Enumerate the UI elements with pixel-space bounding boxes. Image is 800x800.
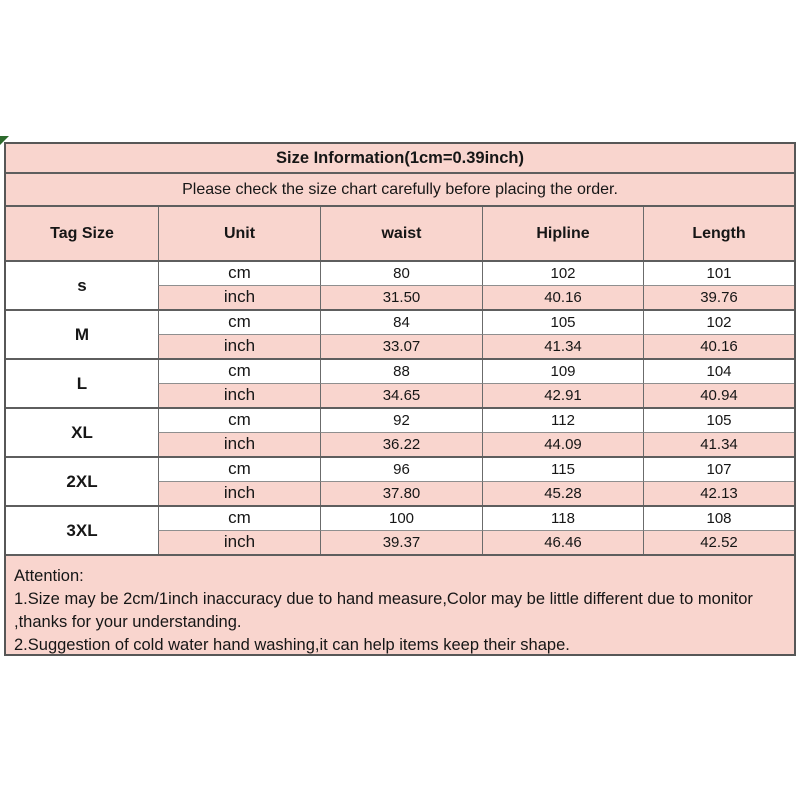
size-label: 2XL bbox=[6, 458, 158, 505]
waist-inch-value: 37.80 bbox=[320, 482, 482, 506]
waist-inch-value: 31.50 bbox=[320, 286, 482, 310]
waist-cm-value: 100 bbox=[320, 507, 482, 531]
column-header-unit: Unit bbox=[158, 207, 320, 260]
waist-cm-value: 84 bbox=[320, 311, 482, 335]
unit-cm-cell: cm bbox=[158, 409, 320, 433]
attention-heading: Attention: bbox=[14, 567, 84, 585]
length-cm-value: 101 bbox=[643, 262, 794, 286]
attention-line-3: 2.Suggestion of cold water hand washing,it can help items keep their shape. bbox=[14, 636, 570, 654]
size-label: L bbox=[6, 360, 158, 407]
size-row-group-3xl bbox=[6, 505, 794, 554]
length-inch-value: 40.16 bbox=[643, 335, 794, 359]
waist-cm-value: 80 bbox=[320, 262, 482, 286]
hipline-cm-value: 115 bbox=[482, 458, 643, 482]
length-inch-value: 41.34 bbox=[643, 433, 794, 457]
hipline-inch-value: 40.16 bbox=[482, 286, 643, 310]
unit-cm-cell: cm bbox=[158, 458, 320, 482]
unit-inch-cell: inch bbox=[158, 531, 320, 555]
table-title: Size Information(1cm=0.39inch) bbox=[6, 144, 794, 174]
size-chart-table bbox=[4, 142, 796, 656]
size-row-group-l bbox=[6, 358, 794, 407]
unit-cm-cell: cm bbox=[158, 360, 320, 384]
length-inch-value: 42.52 bbox=[643, 531, 794, 555]
size-label: 3XL bbox=[6, 507, 158, 554]
size-label: s bbox=[6, 262, 158, 309]
hipline-inch-value: 45.28 bbox=[482, 482, 643, 506]
waist-cm-value: 88 bbox=[320, 360, 482, 384]
hipline-inch-value: 42.91 bbox=[482, 384, 643, 408]
waist-cm-value: 96 bbox=[320, 458, 482, 482]
unit-cm-cell: cm bbox=[158, 262, 320, 286]
column-header-waist: waist bbox=[320, 207, 482, 260]
waist-inch-value: 33.07 bbox=[320, 335, 482, 359]
hipline-cm-value: 109 bbox=[482, 360, 643, 384]
unit-inch-cell: inch bbox=[158, 286, 320, 310]
waist-inch-value: 36.22 bbox=[320, 433, 482, 457]
attention-line-1: 1.Size may be 2cm/1inch inaccuracy due to hand measure,Color may be little different due to monitor bbox=[14, 590, 753, 608]
hipline-inch-value: 44.09 bbox=[482, 433, 643, 457]
hipline-inch-value: 46.46 bbox=[482, 531, 643, 555]
size-label: XL bbox=[6, 409, 158, 456]
hipline-cm-value: 112 bbox=[482, 409, 643, 433]
length-cm-value: 107 bbox=[643, 458, 794, 482]
unit-cm-cell: cm bbox=[158, 311, 320, 335]
table-note: Please check the size chart carefully before placing the order. bbox=[6, 174, 794, 207]
column-header-length: Length bbox=[643, 207, 794, 260]
unit-inch-cell: inch bbox=[158, 482, 320, 506]
hipline-inch-value: 41.34 bbox=[482, 335, 643, 359]
table-body bbox=[6, 262, 794, 554]
waist-cm-value: 92 bbox=[320, 409, 482, 433]
length-inch-value: 40.94 bbox=[643, 384, 794, 408]
length-cm-value: 108 bbox=[643, 507, 794, 531]
hipline-cm-value: 105 bbox=[482, 311, 643, 335]
size-label: M bbox=[6, 311, 158, 358]
length-inch-value: 39.76 bbox=[643, 286, 794, 310]
hipline-cm-value: 102 bbox=[482, 262, 643, 286]
size-row-group-s bbox=[6, 262, 794, 309]
unit-inch-cell: inch bbox=[158, 384, 320, 408]
unit-cm-cell: cm bbox=[158, 507, 320, 531]
length-cm-value: 105 bbox=[643, 409, 794, 433]
waist-inch-value: 39.37 bbox=[320, 531, 482, 555]
attention-section bbox=[6, 554, 794, 654]
size-row-group-2xl bbox=[6, 456, 794, 505]
unit-inch-cell: inch bbox=[158, 335, 320, 359]
length-inch-value: 42.13 bbox=[643, 482, 794, 506]
attention-line-2: ,thanks for your understanding. bbox=[14, 613, 242, 631]
size-row-group-m bbox=[6, 309, 794, 358]
waist-inch-value: 34.65 bbox=[320, 384, 482, 408]
column-header-hipline: Hipline bbox=[482, 207, 643, 260]
size-row-group-xl bbox=[6, 407, 794, 456]
column-header-row bbox=[6, 207, 794, 262]
length-cm-value: 104 bbox=[643, 360, 794, 384]
length-cm-value: 102 bbox=[643, 311, 794, 335]
hipline-cm-value: 118 bbox=[482, 507, 643, 531]
column-header-tag-size: Tag Size bbox=[50, 224, 114, 242]
unit-inch-cell: inch bbox=[158, 433, 320, 457]
